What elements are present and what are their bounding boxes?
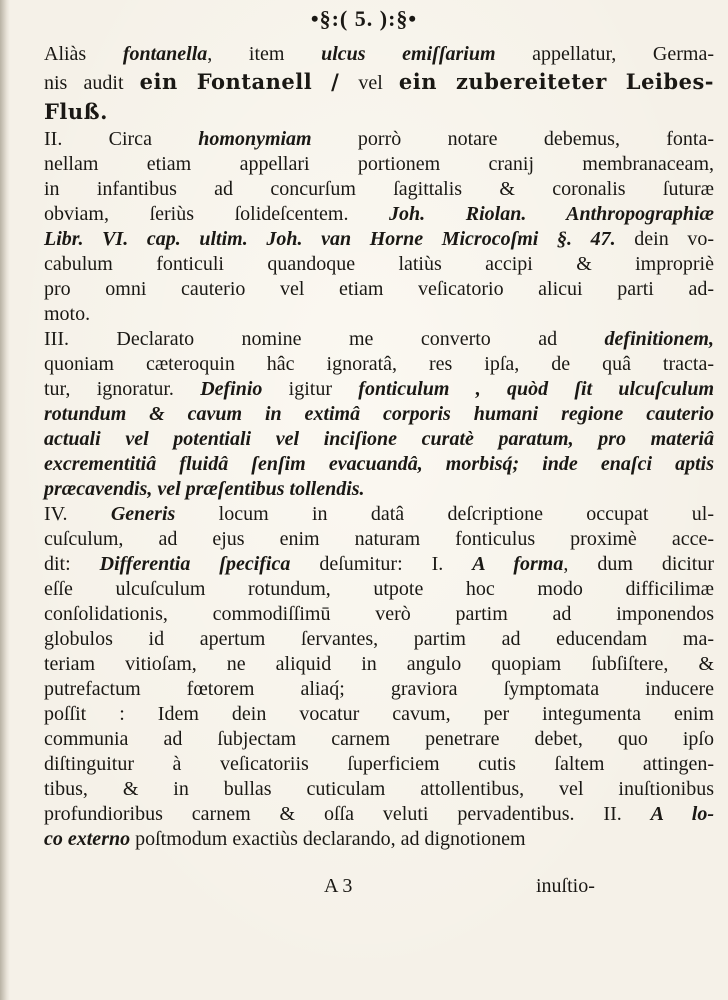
text-segment: putrefactum fœtorem aliaq́; graviora ſymptomata inducere xyxy=(44,678,714,700)
text-segment: vel xyxy=(358,72,399,94)
blackletter-segment: ein zubereiteter Leibes- xyxy=(398,69,714,94)
text-segment: diſtinguitur à veſicatoriis ſuperficiem cutis ſaltem attingen- xyxy=(44,753,714,775)
text-segment: pro omni cauterio vel etiam veſicatorio alicui parti ad- xyxy=(44,278,714,300)
text-line xyxy=(44,552,714,577)
text-line xyxy=(44,677,714,702)
text-line xyxy=(44,42,714,67)
text-line xyxy=(44,227,714,252)
text-segment: nellam etiam appellari portionem cranij membranaceam, xyxy=(44,153,714,175)
text-segment: , item xyxy=(207,43,322,65)
text-segment: porrò notare debemus, fonta- xyxy=(311,128,715,150)
text-line xyxy=(44,252,714,277)
italic-segment: actuali vel potentiali vel inciſione curatè paratum, pro materiâ xyxy=(44,428,714,450)
italic-segment: A forma xyxy=(472,553,564,575)
text-segment: III. Declarato nomine me converto ad xyxy=(44,328,605,350)
text-segment: cuſculum, ad ejus enim naturam fonticulus proximè acce- xyxy=(44,528,714,550)
italic-segment: excrementitiâ fluidâ ſenſim evacuandâ, morbisq́; inde enaſci aptis xyxy=(44,453,714,475)
text-segment: Aliàs xyxy=(44,43,123,65)
signature-mark: A 3 xyxy=(324,875,353,897)
text-segment: in infantibus ad concurſum ſagittalis & coronalis ſuturæ xyxy=(44,178,714,200)
text-line xyxy=(44,477,714,502)
text-line xyxy=(44,777,714,802)
text-line xyxy=(44,727,714,752)
italic-segment: homonymiam xyxy=(198,128,312,150)
italic-segment: fonticulum , quòd ſit ulcuſculum xyxy=(358,378,715,400)
text-segment: quoniam cæteroquin hâc ignoratâ, res ipſa, de quâ tracta- xyxy=(44,353,714,375)
italic-segment: co externo xyxy=(44,828,131,850)
text-segment: nis audit xyxy=(44,72,140,94)
blackletter-segment: Fluß. xyxy=(44,99,108,124)
text-segment: dit: xyxy=(44,553,100,575)
text-line xyxy=(44,652,714,677)
text-segment: communia ad ſubjectam carnem penetrare debet, quo ipſo xyxy=(44,728,714,750)
text-line xyxy=(44,352,714,377)
text-line xyxy=(44,302,714,327)
text-segment: dein vo- xyxy=(615,228,715,250)
text-segment: , dum dicitur xyxy=(563,553,715,575)
text-segment: igitur xyxy=(262,378,359,400)
italic-segment: A lo- xyxy=(650,803,715,825)
text-line xyxy=(44,752,714,777)
text-line xyxy=(44,452,714,477)
page-binding-shadow xyxy=(0,0,10,1000)
text-segment: globulos id apertum ſervantes, partim ad educendam ma- xyxy=(44,628,714,650)
text-segment: moto. xyxy=(44,303,91,325)
blackletter-segment: ein Fontanell / xyxy=(139,69,359,94)
italic-segment: rotundum & cavum in extimâ corporis humani regione cauterio xyxy=(44,403,714,425)
body-text xyxy=(44,42,714,852)
text-segment: teriam vitioſam, ne aliquid in angulo quopiam ſubſiſtere, & xyxy=(44,653,714,675)
text-line xyxy=(44,97,714,127)
text-segment: profundioribus carnem & oſſa veluti pervadentibus. II. xyxy=(44,803,651,825)
catchword: inuſtio- xyxy=(536,875,595,897)
text-line xyxy=(44,127,714,152)
text-segment: locum in datâ deſcriptione occupat ul- xyxy=(175,503,715,525)
text-segment: II. Circa xyxy=(44,128,199,150)
text-segment: obviam, ſeriùs ſolideſcentem. xyxy=(44,203,390,225)
text-segment: eſſe ulcuſculum rotundum, utpote hoc modo difficilimæ xyxy=(44,578,714,600)
italic-segment: Libr. VI. cap. ultim. Joh. van Horne Microcoſmi §. 47. xyxy=(44,228,616,250)
text-segment: tur, ignoratur. xyxy=(44,378,201,400)
text-line xyxy=(44,152,714,177)
text-segment: tibus, & in bullas cuticulam attollentibus, vel inuſtionibus xyxy=(44,778,714,800)
text-segment: poſtmodum exactiùs declarando, ad dignotionem xyxy=(130,828,526,850)
text-segment: poſſit : Idem dein vocatur cavum, per integumenta enim xyxy=(44,703,714,725)
italic-segment: ulcus emiſſarium xyxy=(321,43,496,65)
text-segment: appellatur, Germa- xyxy=(495,43,714,65)
italic-segment: præcavendis, vel præſentibus tollendis. xyxy=(44,478,365,500)
text-line xyxy=(44,627,714,652)
text-line xyxy=(44,702,714,727)
text-line xyxy=(44,277,714,302)
italic-segment: Definio xyxy=(200,378,263,400)
text-line xyxy=(44,577,714,602)
italic-segment: Generis xyxy=(110,503,176,525)
page-footer xyxy=(44,875,714,900)
italic-segment: Differentia ſpecifica xyxy=(99,553,291,575)
text-line xyxy=(44,802,714,827)
italic-segment: Joh. Riolan. Anthropographiæ xyxy=(389,203,714,225)
italic-segment: fontanella xyxy=(122,43,208,65)
text-line xyxy=(44,527,714,552)
text-line xyxy=(44,402,714,427)
text-segment: IV. xyxy=(44,503,111,525)
text-line xyxy=(44,827,714,852)
text-line xyxy=(44,377,714,402)
text-line xyxy=(44,327,714,352)
text-segment: cabulum fonticuli quandoque latiùs accipi & impropriè xyxy=(44,253,714,275)
text-line xyxy=(44,67,714,97)
text-line xyxy=(44,602,714,627)
text-line xyxy=(44,502,714,527)
text-segment: conſolidationis, commodiſſimū verò partim ad imponendos xyxy=(44,603,714,625)
text-segment: deſumitur: I. xyxy=(290,553,473,575)
text-line xyxy=(44,427,714,452)
page-header: •§:( 5. ):§• xyxy=(310,6,418,31)
italic-segment: definitionem, xyxy=(604,328,714,350)
text-line xyxy=(44,202,714,227)
text-line xyxy=(44,177,714,202)
